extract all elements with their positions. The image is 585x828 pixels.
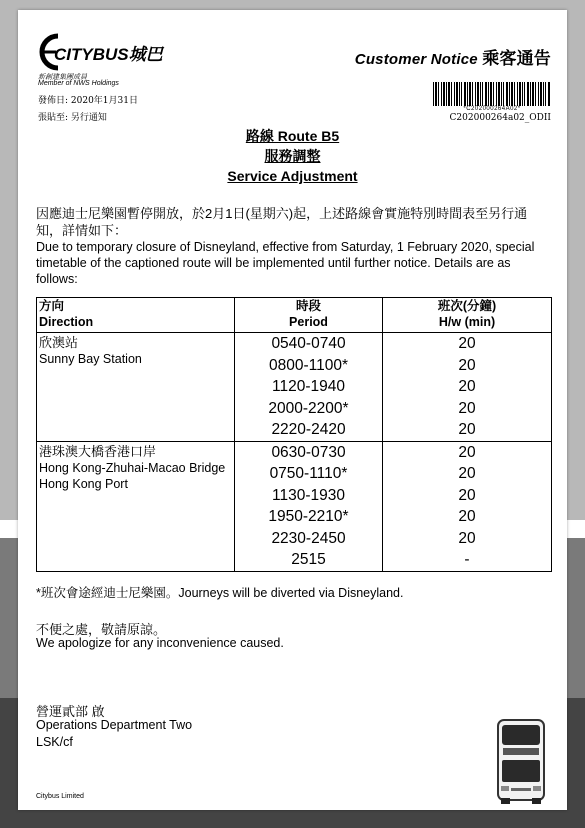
period-value: 1130-1930 xyxy=(272,486,345,504)
period-cell xyxy=(235,441,383,571)
headway-value: 20 xyxy=(458,399,476,417)
period-value: 2230-2450 xyxy=(271,529,346,547)
period-value: 0800-1100* xyxy=(268,356,348,374)
headway-value: 20 xyxy=(458,335,476,352)
document-code: C202000264a02_ODII xyxy=(449,113,551,123)
header-direction xyxy=(37,298,235,333)
period-value: 0540-0740 xyxy=(271,335,346,352)
table-row xyxy=(37,441,552,571)
direction-zh: 港珠澳大橋香港口岸 xyxy=(39,443,157,459)
barcode xyxy=(433,82,551,106)
period-value: 1950-2210* xyxy=(268,508,349,525)
direction-en: Hong Kong-Zhuhai-Macao Bridge Hong Kong Port xyxy=(39,460,226,491)
headway-value: 20 xyxy=(458,443,476,461)
headway-value: 20 xyxy=(458,486,476,504)
headway-value: 20 xyxy=(458,465,476,482)
header-direction-en: Direction xyxy=(39,315,94,329)
period-value: 1120-1940 xyxy=(272,378,345,395)
notice-title-zh: 乘客通告 xyxy=(482,49,551,68)
direction-en: Sunny Bay Station xyxy=(39,352,142,366)
logo-text: CITYBUS城巴 xyxy=(54,45,163,64)
service-adjustment-en: Service Adjustment xyxy=(227,168,358,184)
bus-icon xyxy=(495,716,547,806)
intro-text-en: Due to temporary closure of Disneyland, effective from Saturday, 1 February 2020, special timetable of the captioned route will be implemented until further notice. Details are as follows: xyxy=(36,240,535,286)
logo-subtitle-zh: 新創建集團成員 xyxy=(38,74,87,81)
direction-cell xyxy=(37,441,235,571)
logo-subtitle-en: Member of NWS Holdings xyxy=(38,80,119,87)
footnote: *班次會途經迪士尼樂園。Journeys will be diverted via Disneyland. xyxy=(36,586,404,600)
period-value: 2000-2200* xyxy=(268,399,349,417)
period-value: 2220-2420 xyxy=(271,421,346,438)
headway-value: 20 xyxy=(458,378,476,395)
period-value: 0630-0730 xyxy=(271,443,346,461)
direction-zh: 欣澳站 xyxy=(39,335,79,350)
header-period-zh: 時段 xyxy=(295,299,321,313)
reference-code: LSK/cf xyxy=(36,735,73,749)
service-adjustment-zh: 服務調整 xyxy=(264,148,321,164)
valid-to: 張貼至: 另行通知 xyxy=(38,113,107,123)
headway-cell xyxy=(383,441,552,571)
header-headway xyxy=(383,298,552,333)
issue-date: 發佈日: 2020年1月31日 xyxy=(38,96,138,106)
header-period xyxy=(235,298,383,333)
barcode-text: *C202000264A02* xyxy=(463,106,521,112)
headway-cell xyxy=(383,333,552,442)
headway-value: 20 xyxy=(458,529,476,547)
header-period-en: Period xyxy=(289,315,328,329)
apology-en: We apologize for any inconvenience caused. xyxy=(36,636,284,650)
headway-value: - xyxy=(464,551,470,568)
intro-text-zh: 因應迪士尼樂園暫停開放，於2月1日(星期六)起，上述路線會實施特別時間表至另行通知，詳情如下： xyxy=(36,206,528,238)
citybus-logo xyxy=(36,30,176,74)
headway-value: 20 xyxy=(458,508,476,525)
department-zh: 營運貳部 啟 xyxy=(36,704,105,719)
headway-value: 20 xyxy=(458,421,476,438)
notice-paper xyxy=(18,10,567,810)
period-value: 0750-1110* xyxy=(269,465,348,482)
header-headway-zh: 班次(分鐘) xyxy=(437,299,497,313)
period-cell xyxy=(235,333,383,442)
period-value: 2515 xyxy=(291,551,326,568)
table-row xyxy=(37,333,552,442)
route-title: 路線 Route B5 xyxy=(245,128,340,144)
header-direction-zh: 方向 xyxy=(39,299,65,313)
schedule-table xyxy=(36,297,552,572)
company-name: Citybus Limited xyxy=(36,793,84,800)
notice-title xyxy=(355,44,551,69)
table-header-row xyxy=(37,298,552,333)
direction-cell xyxy=(37,333,235,442)
apology-zh: 不便之處，敬請原諒。 xyxy=(36,622,167,637)
header-headway-en: H/w (min) xyxy=(438,315,496,329)
department-en: Operations Department Two xyxy=(36,718,193,732)
notice-title-en: Customer Notice xyxy=(354,51,478,68)
notice-titles xyxy=(18,126,567,186)
headway-value: 20 xyxy=(458,356,476,374)
